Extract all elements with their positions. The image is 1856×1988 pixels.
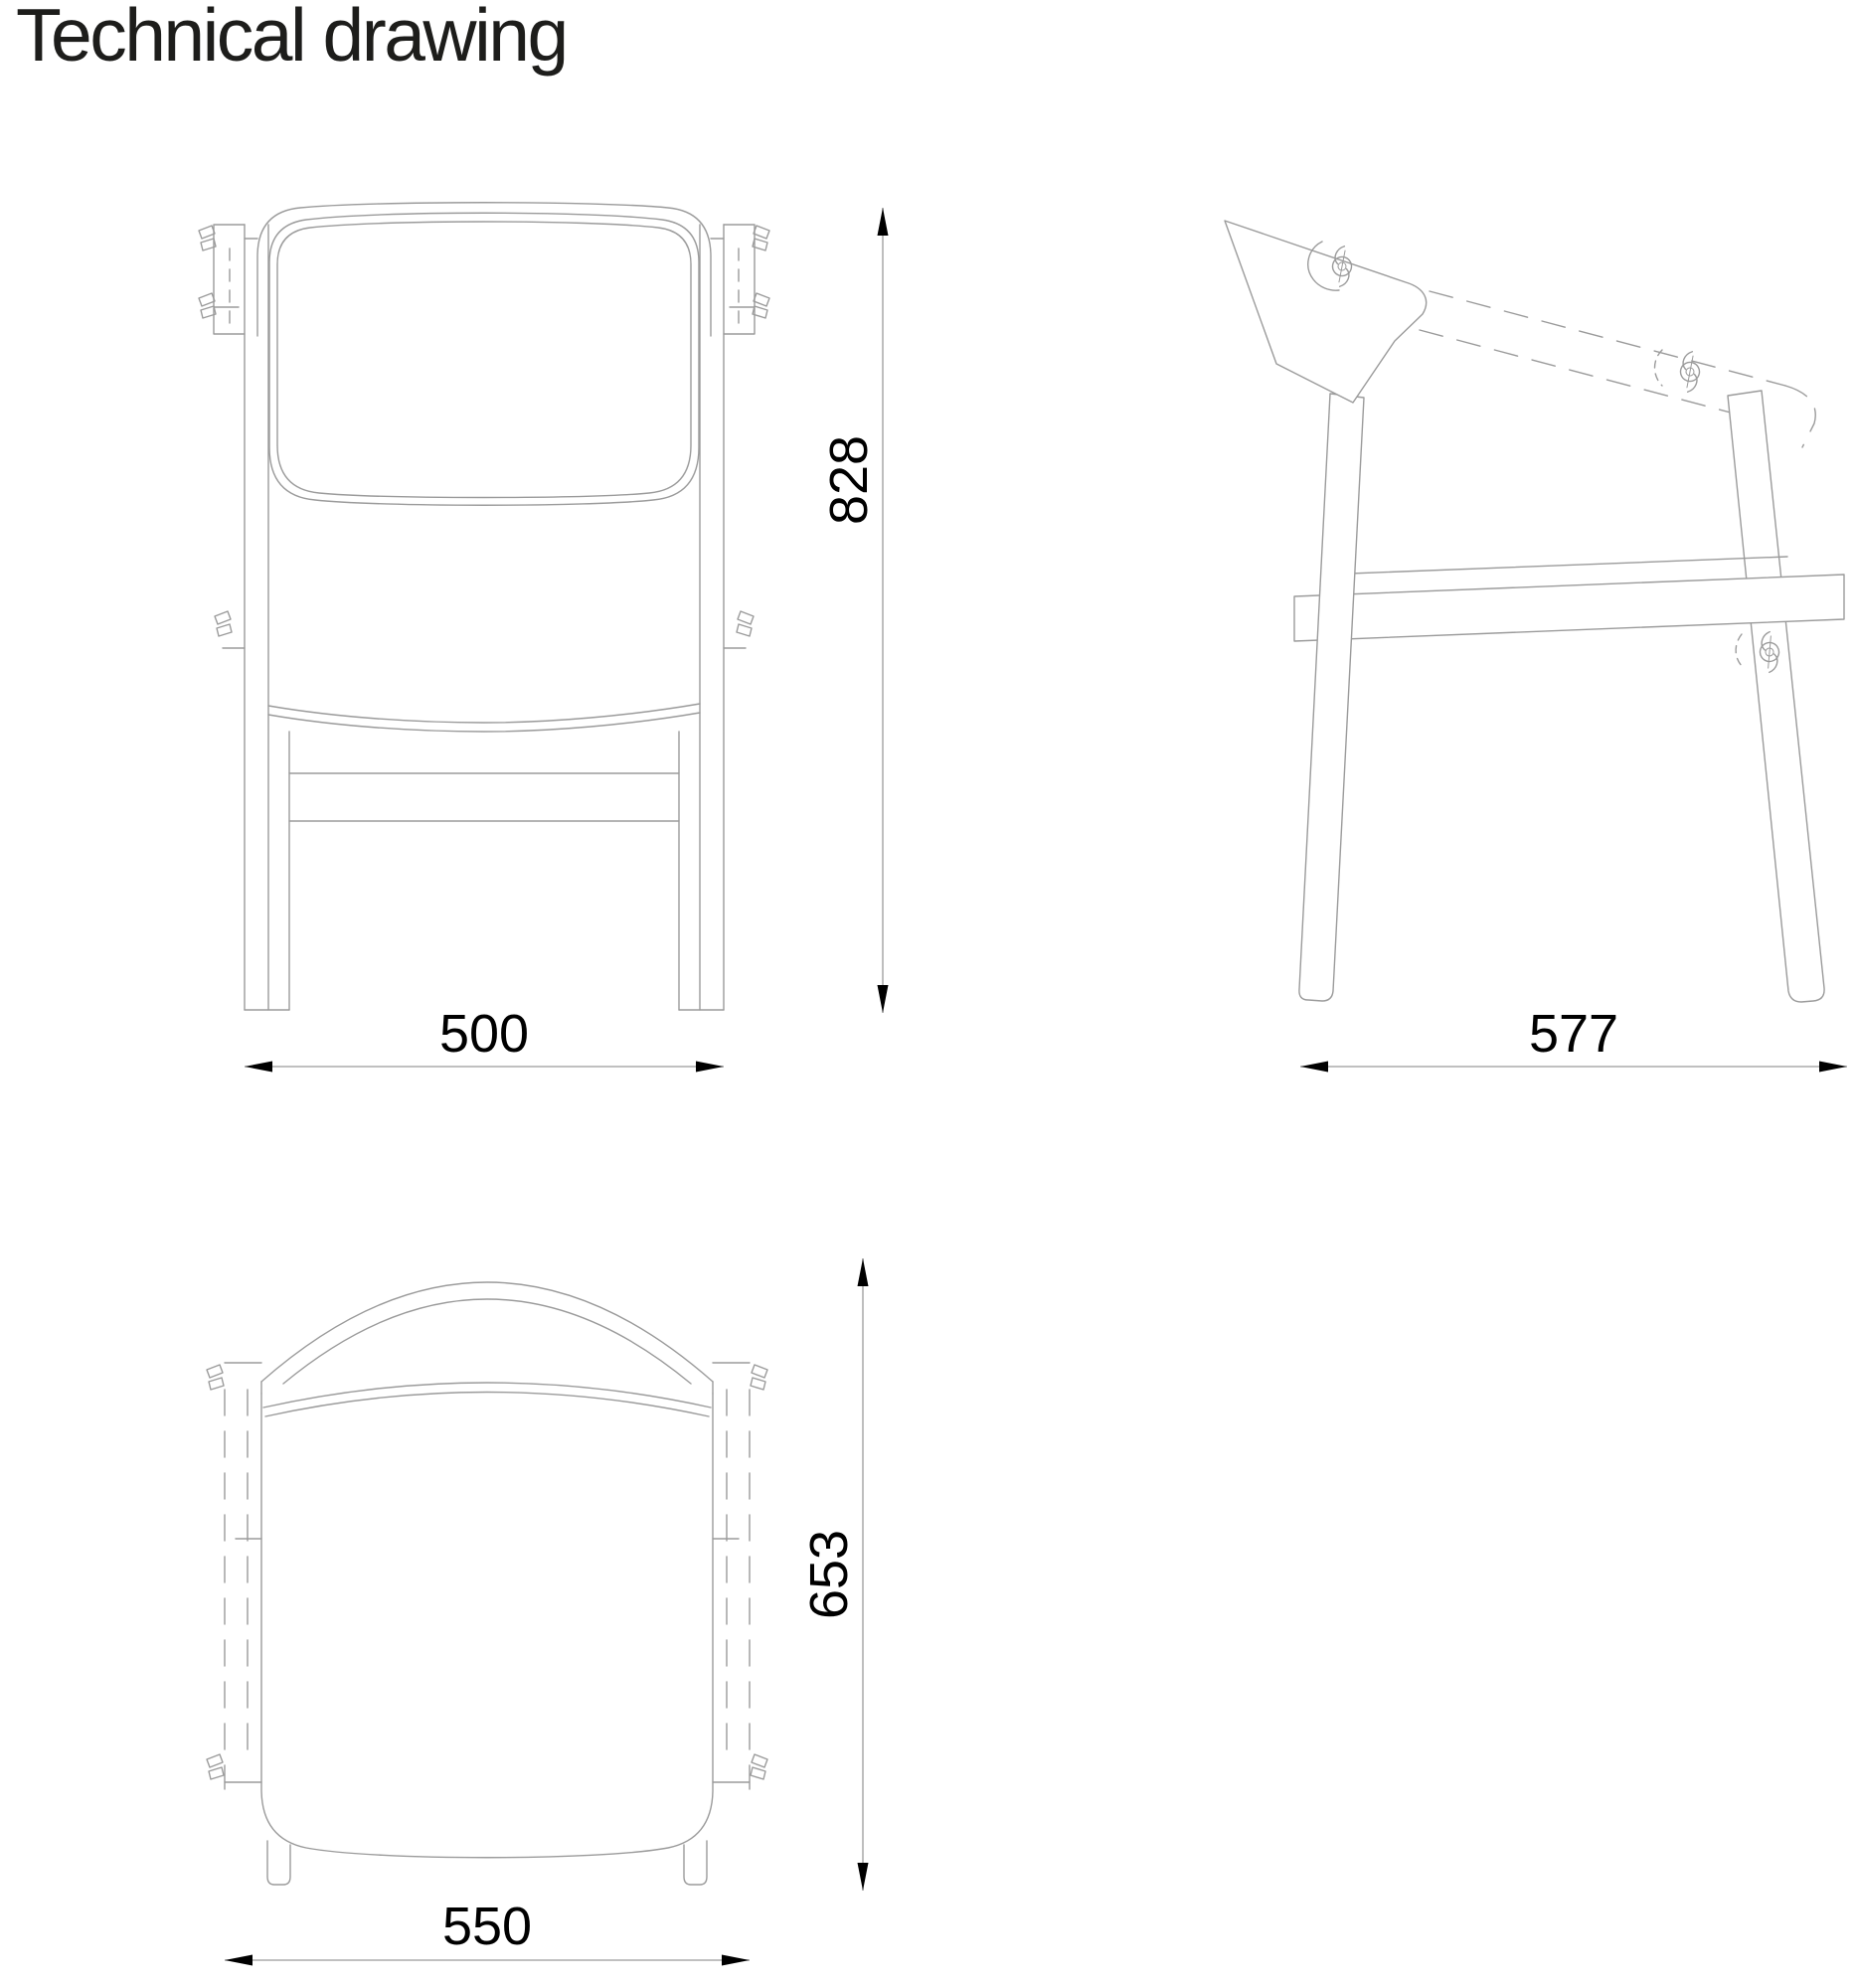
wing-screw-icon [1675,350,1706,394]
front-width-dimension-label: 500 [438,1004,530,1064]
screw-clip-icon [199,226,216,250]
dimension-arrowhead [1300,1062,1328,1073]
dimension-arrowhead [1819,1062,1847,1073]
hidden-armrest-edges [225,1390,750,1789]
armrest-bracket-left [214,225,245,334]
top-view-front-leg-left [267,1841,290,1885]
top-width-dimension-label: 550 [441,1897,533,1956]
screw-clip-icon [753,293,769,318]
screw-clip-icon [751,1365,767,1390]
screw-clip-icon [207,1365,224,1390]
screw-clip-icon [737,611,754,636]
front-leg [1299,394,1364,1001]
side-depth-dimension-label: 577 [1528,1004,1619,1064]
top-depth-dimension-label: 653 [799,1529,859,1620]
dimension-arrowhead [858,1258,869,1286]
front-view-legs [245,225,724,1010]
dimension-arrowhead [245,1062,272,1073]
dimension-marks [225,208,1847,1966]
dimension-arrowhead [878,208,889,236]
backrest-shell-outline [257,203,711,336]
screw-clip-icon [751,1754,767,1779]
seat-outline [261,1394,713,1858]
dimension-arrowhead [722,1955,750,1966]
back-rail-arc-outer [261,1282,713,1382]
top-view-front-leg-right [684,1841,707,1885]
dimension-arrowhead [696,1062,724,1073]
back-cushion-inner [277,222,691,498]
dimension-arrowhead [858,1863,869,1891]
seat-surface-line [1324,557,1787,575]
dimensions [225,208,1847,1966]
back-rail-arc-inner [283,1299,691,1384]
dimension-lines [225,208,1847,1960]
page-title: Technical drawing [16,0,567,77]
side-view-drawing [1225,221,1844,1002]
back-cushion-outer [269,213,699,505]
screw-clip-icon [215,611,232,636]
screw-clip-icon [207,1754,224,1779]
seat-edge-upper [268,704,700,723]
screw-clip-icon [199,293,216,318]
cushion-back-edge-inner [265,1393,709,1417]
front-view-drawing [199,203,769,1010]
front-height-dimension-label: 828 [819,434,879,526]
screw-clip-icon [753,226,769,250]
top-view-drawing [207,1282,767,1885]
dimension-arrowhead [878,985,889,1013]
armrest-bracket-right [724,225,755,334]
backrest-wedge [1225,221,1427,403]
dimension-arrowhead [225,1955,253,1966]
rear-leg [1728,391,1824,1002]
front-apron [289,773,679,821]
